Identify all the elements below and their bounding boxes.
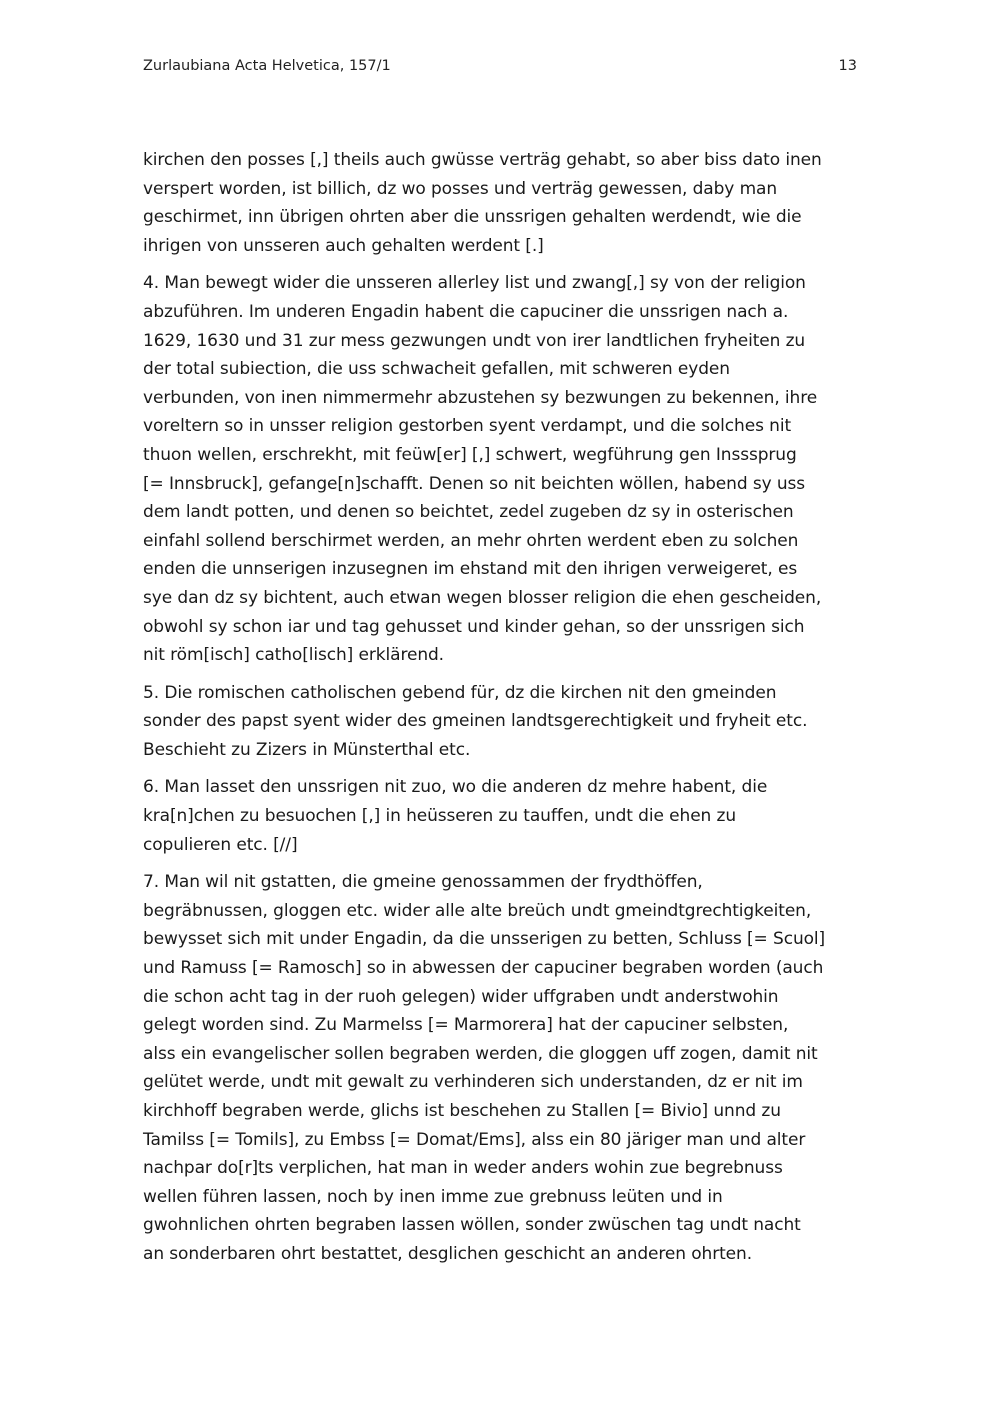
text-line: ihrigen von unsseren auch gehalten werdent [.] (143, 235, 544, 256)
text-line: 6. Man lasset den unssrigen nit zuo, wo die anderen dz mehre habent, die (143, 777, 768, 798)
page-header (143, 58, 857, 82)
text-line: an sonderbaren ohrt bestattet, desglichen geschicht an anderen ohrten. (143, 1243, 753, 1264)
text-line: geschirmet, inn übrigen ohrten aber die unssrigen gehalten werdendt, wie die (143, 207, 802, 228)
text-line: sye dan dz sy bichtent, auch etwan wegen blosser religion die ehen gescheiden, (143, 587, 822, 608)
text-line: obwohl sy schon iar und tag gehusset und kinder gehan, so der unssrigen sich (143, 616, 805, 637)
text-line: copulieren etc. [//] (143, 834, 298, 855)
text-line: verbunden, von inen nimmermehr abzustehen sy bezwungen zu bekennen, ihre (143, 387, 818, 408)
text-line: 1629, 1630 und 31 zur mess gezwungen undt von irer landtlichen fryheiten zu (143, 330, 806, 351)
text-line: sonder des papst syent wider des gmeinen landtsgerechtigkeit und fryheit etc. (143, 711, 808, 732)
text-line: gelegt worden sind. Zu Marmelss [= Marmorera] hat der capuciner selbsten, (143, 1015, 789, 1036)
page-number: 13 (838, 58, 857, 74)
paragraph (143, 868, 857, 1268)
paragraph (143, 269, 857, 669)
text-line: Beschieht zu Zizers in Münsterthal etc. (143, 739, 471, 760)
paragraph (143, 146, 857, 260)
text-line: wellen führen lassen, noch by inen imme zue grebnuss leüten und in (143, 1186, 723, 1207)
header-title: Zurlaubiana Acta Helvetica, 157/1 (143, 58, 391, 74)
paragraph (143, 773, 857, 859)
text-line: kra[n]chen zu besuochen [,] in heüsseren zu tauffen, undt die ehen zu (143, 806, 737, 827)
text-line: voreltern so in unsser religion gestorben syent verdampt, und die solches nit (143, 416, 792, 437)
text-line: nachpar do[r]ts verplichen, hat man in weder anders wohin zue begrebnuss (143, 1158, 783, 1179)
text-line: kirchen den posses [,] theils auch gwüsse verträg gehabt, so aber biss dato inen (143, 150, 822, 170)
text-line: gwohnlichen ohrten begraben lassen wöllen, sonder zwüschen tag undt nacht (143, 1215, 801, 1236)
paragraph (143, 679, 857, 765)
text-line: 7. Man wil nit gstatten, die gmeine genossammen der frydthöffen, (143, 872, 703, 893)
text-line: dem landt potten, und denen so beichtet, zedel zugeben dz sy in osterischen (143, 502, 794, 523)
text-line: verspert worden, ist billich, dz wo posses und verträg gewessen, daby man (143, 178, 778, 199)
text-line: thuon wellen, erschrekht, mit feüw[er] [,] schwert, wegführung gen Insssprug (143, 444, 797, 465)
text-line: abzuführen. Im underen Engadin habent die capuciner die unssrigen nach a. (143, 301, 789, 322)
text-line: 5. Die romischen catholischen gebend für, dz die kirchen nit den gmeinden (143, 682, 777, 703)
text-line: Tamilss [= Tomils], zu Embss [= Domat/Ems], alss ein 80 järiger man und alter (143, 1129, 806, 1150)
text-line: gelütet werde, undt mit gewalt zu verhinderen sich understanden, dz er nit im (143, 1072, 803, 1093)
document-body (143, 146, 857, 1278)
text-line: kirchhoff begraben werde, glichs ist beschehen zu Stallen [= Bivio] unnd zu (143, 1101, 781, 1121)
text-line: begräbnussen, gloggen etc. wider alle alte breüch undt gmeindtgrechtigkeiten, (143, 900, 812, 921)
text-line: bewysset sich mit under Engadin, da die unsserigen zu betten, Schluss [= Scuol] (143, 929, 826, 950)
text-line: der total subiection, die uss schwacheit gefallen, mit schweren eyden (143, 359, 730, 380)
text-line: einfahl sollend berschirmet werden, an mehr ohrten werdent eben zu solchen (143, 530, 799, 551)
text-line: und Ramuss [= Ramosch] so in abwessen der capuciner begraben worden (auch (143, 958, 824, 979)
text-line: 4. Man bewegt wider die unsseren allerley list und zwang[,] sy von der religion (143, 273, 806, 294)
text-line: alss ein evangelischer sollen begraben werden, die gloggen uff zogen, damit nit (143, 1043, 818, 1064)
text-line: die schon acht tag in der ruoh gelegen) wider uffgraben undt anderstwohin (143, 986, 779, 1007)
text-line: nit röm[isch] catho[lisch] erklärend. (143, 645, 444, 666)
text-line: enden die unnserigen inzusegnen im ehstand mit den ihrigen verweigeret, es (143, 559, 798, 580)
text-line: [= Innsbruck], gefange[n]schafft. Denen so nit beichten wöllen, habend sy uss (143, 473, 806, 494)
